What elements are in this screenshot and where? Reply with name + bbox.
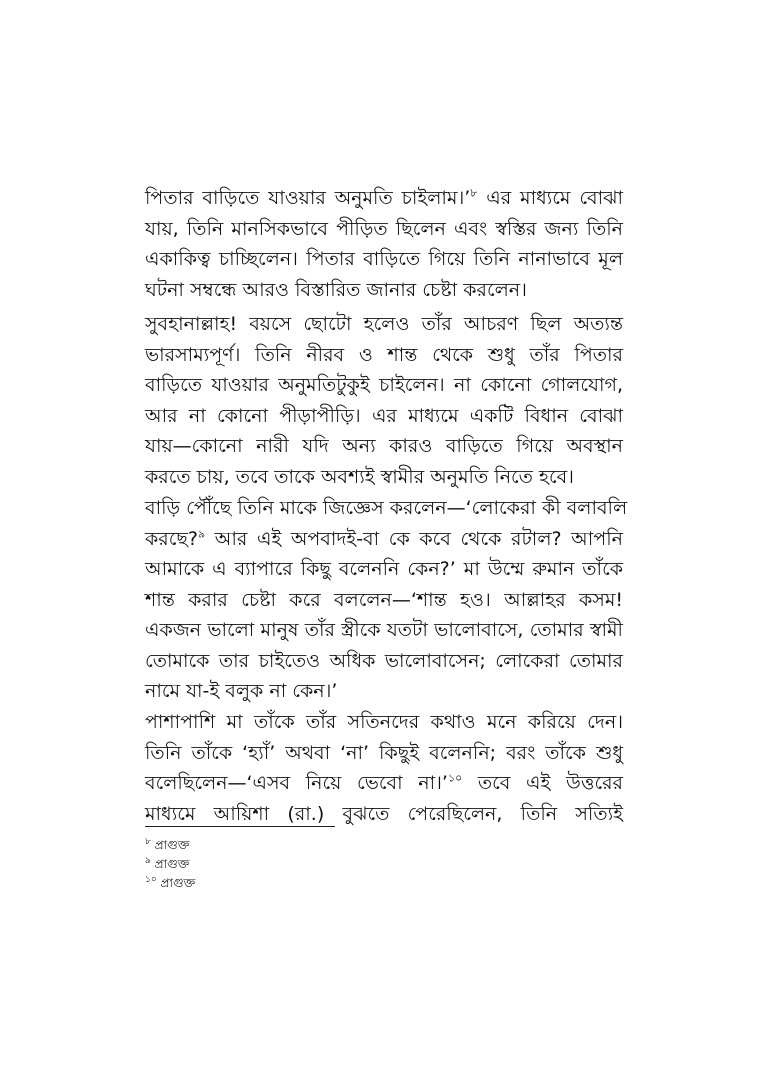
- text-line: বাড়িতে যাওয়ার অনুমতিটুকুই চাইলেন। না কোনো গোলযোগ,: [145, 374, 623, 396]
- text-line: করতে চায়, তবে তাকে অবশ্যই স্বামীর অনুমতি নিতে হবে।: [145, 465, 574, 488]
- text-line: আর না কোনো পীড়াপীড়ি। এর মাধ্যমে একটি বিধান বোঝা: [145, 404, 623, 427]
- paragraph-1: [145, 183, 623, 305]
- footnote-ref: ৯: [197, 527, 206, 541]
- text-line: শান্ত করার চেষ্টা করে বললেন—‘শান্ত হও। আল্লাহর কসম!: [145, 588, 623, 611]
- paragraph-4: [145, 707, 623, 829]
- footnotes: [145, 836, 195, 893]
- text-line: তোমাকে তার চাইতেও অধিক ভালোবাসেন; লোকেরা তোমার: [145, 649, 623, 672]
- text-line: বলেছিলেন—‘এসব নিয়ে ভেবো না।’$^{১০}$ তবে এই উত্তরের: [145, 771, 623, 794]
- text-line: পাশাপাশি মা তাঁকে তাঁর সতিনদের কথাও মনে করিয়ে দেন।: [145, 711, 623, 733]
- text-line: যায়, তিনি মানসিকভাবে পীড়িত ছিলেন এবং স্বস্তির জন্য তিনি: [145, 217, 623, 240]
- text-line: আমাকে এ ব্যাপারে কিছু বলেননি কেন?’ মা উম্মে রুমান তাঁকে: [145, 558, 623, 580]
- footnote: $^{১০}$ প্রাগুক্ত: [145, 875, 196, 890]
- text-line: মাধ্যমে আয়িশা (রা.) বুঝতে পেরেছিলেন, তিনি সত্যিই: [145, 802, 623, 825]
- paragraph-2: [145, 309, 623, 492]
- paragraph-3: [145, 493, 628, 707]
- text-line: নামে যা-ই বলুক না কেন।’: [145, 680, 338, 702]
- text-line: একাকিত্ব চাচ্ছিলেন। পিতার বাড়িতে গিয়ে তিনি নানাভাবে মূল: [145, 248, 623, 270]
- footnote-ref: ৮: [470, 186, 478, 200]
- text-line: বাড়ি পৌঁছে তিনি মাকে জিজ্ঞেস করলেন—‘লোকেরা কী বলাবলি: [145, 497, 628, 519]
- text-line: তিনি তাঁকে ‘হ্যাঁ’ অথবা ‘না’ কিছুই বলেননি; বরং তাঁকে শুধু: [145, 741, 623, 764]
- text-line: পিতার বাড়িতে যাওয়ার অনুমতি চাইলাম।’$^৮$ এর মাধ্যমে বোঝা: [145, 186, 624, 209]
- footnote: $^৮$ প্রাগুক্ত: [145, 837, 190, 852]
- text-line: একজন ভালো মানুষ তাঁর স্ত্রীকে যতটা ভালোবাসে, তোমার স্বামী: [145, 619, 623, 641]
- footnote: $^৯$ প্রাগুক্ত: [145, 856, 190, 871]
- footnote-ref: ১০: [447, 771, 463, 785]
- text-line: সুবহানাল্লাহ! বয়সে ছোটো হলেও তাঁর আচরণ ছিল অত্যন্ত: [145, 313, 623, 335]
- footnote-divider: [145, 826, 335, 827]
- text-line: যায়—কোনো নারী যদি অন্য কারও বাড়িতে গিয়ে অবস্থান: [145, 435, 623, 457]
- text-line: ঘটনা সম্বন্ধে আরও বিস্তারিত জানার চেষ্টা করলেন।: [145, 278, 527, 301]
- text-line: করছে?$^৯$ আর এই অপবাদই-বা কে কবে থেকে রটাল? আপনি: [145, 527, 623, 550]
- text-line: ভারসাম্যপূর্ণ। তিনি নীরব ও শান্ত থেকে শুধু তাঁর পিতার: [145, 343, 623, 366]
